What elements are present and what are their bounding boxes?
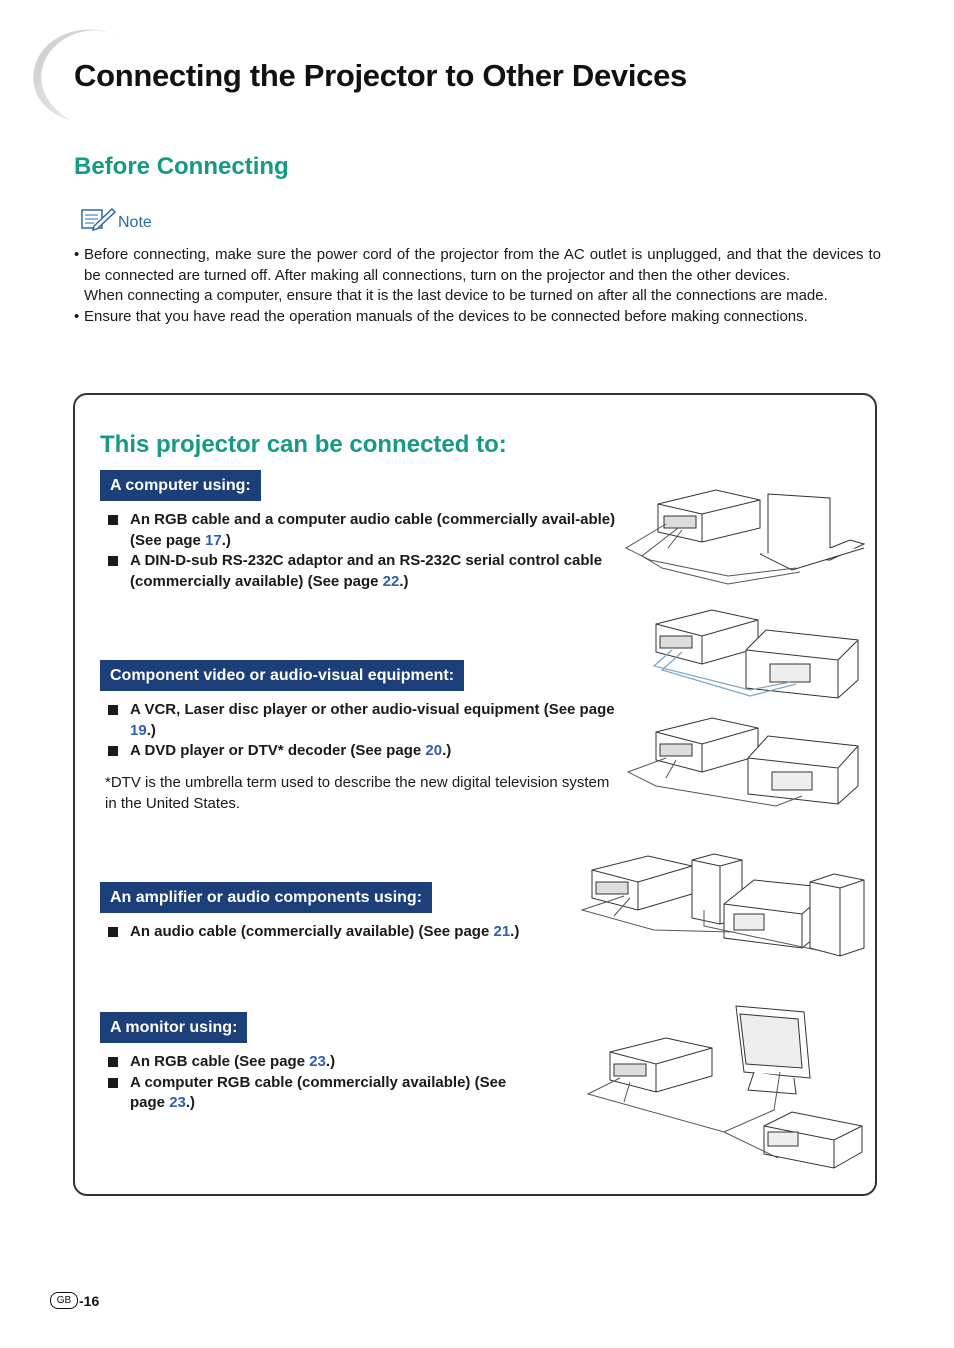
- note-header: [80, 206, 152, 232]
- amplifier-items: [107, 922, 627, 943]
- projector-illustration: [610, 1038, 712, 1092]
- item-text: An RGB cable and a computer audio cable (commercially avail-able) (See page: [130, 511, 616, 549]
- note-paragraph: • Ensure that you have read the operation manuals of the devices to be connected before making connections.: [84, 307, 808, 325]
- note-paragraph: • Before connecting, make sure the power cord of the projector from the AC outlet is unplugged, and that the devices to be connected are turned off. After making all connections, turn on the projector and then the other devices.: [84, 246, 881, 284]
- page-link[interactable]: 20: [425, 742, 443, 759]
- speaker-illustration: [810, 874, 864, 956]
- item-suffix: .): [510, 923, 520, 940]
- page-title: Connecting the Projector to Other Devices: [74, 58, 687, 93]
- region-badge: GB: [50, 1292, 78, 1309]
- projector-illustration: [656, 610, 758, 664]
- page-link[interactable]: 22: [382, 572, 400, 590]
- category-label-amplifier: An amplifier or audio components using:: [100, 882, 432, 913]
- item-text: A DIN-D-sub RS-232C adaptor and an RS-232C serial control cable (commercially available) (See page: [130, 552, 603, 590]
- list-item: [107, 741, 617, 762]
- projector-illustration: [658, 490, 760, 542]
- box-title: This projector can be connected to:: [100, 431, 507, 458]
- component-video-items: [107, 700, 617, 762]
- computer-connection-illustration: [620, 488, 870, 600]
- category-label-computer: A computer using:: [100, 470, 261, 501]
- item-suffix: .): [185, 1094, 196, 1111]
- page-link[interactable]: 21: [493, 923, 511, 940]
- page-link[interactable]: 17: [205, 531, 222, 549]
- item-text: A VCR, Laser disc player or other audio-visual equipment (See page: [130, 701, 615, 718]
- dvd-illustration: [748, 736, 858, 804]
- list-item: [107, 1073, 527, 1114]
- page-link[interactable]: 23: [309, 1053, 326, 1070]
- monitor-connection-illustration: [584, 1002, 866, 1172]
- list-item: [107, 922, 627, 943]
- item-text: A computer RGB cable (commercially available) (See page: [130, 1073, 507, 1111]
- list-item: [107, 1052, 527, 1073]
- item-suffix: .): [325, 1053, 336, 1070]
- computer-items: [107, 510, 617, 592]
- page-number-value: -16: [79, 1292, 100, 1309]
- item-text: An audio cable (commercially available) (See page: [130, 923, 494, 940]
- note-paragraph: When connecting a computer, ensure that it is the last device to be turned on after all the connections are made.: [84, 287, 828, 304]
- item-suffix: .): [146, 721, 156, 739]
- category-label-component-video: Component video or audio-visual equipment:: [100, 660, 464, 691]
- item-suffix: .): [442, 742, 452, 759]
- note-item: [74, 307, 881, 328]
- list-item: [107, 700, 617, 741]
- page-link[interactable]: 19: [130, 721, 147, 739]
- note-pencil-icon: [80, 206, 116, 232]
- page-link[interactable]: 23: [169, 1094, 186, 1111]
- amplifier-connection-illustration: [574, 852, 866, 960]
- note-item: [74, 245, 881, 307]
- dvd-connection-illustration: [626, 716, 862, 814]
- laptop-illustration: [760, 494, 864, 570]
- page-number: [50, 1292, 99, 1309]
- list-item: [107, 551, 617, 592]
- item-suffix: .): [221, 531, 231, 549]
- item-text: An RGB cable (See page: [130, 1053, 310, 1070]
- monitor-items: [107, 1052, 527, 1114]
- category-label-monitor: A monitor using:: [100, 1012, 247, 1043]
- item-suffix: .): [399, 572, 409, 590]
- list-item: [107, 510, 617, 551]
- section-heading: Before Connecting: [74, 153, 289, 180]
- computer-illustration: [764, 1112, 862, 1168]
- projector-illustration: [656, 718, 758, 772]
- dtv-footnote: *DTV is the umbrella term used to describe the new digital television system in the United States.: [105, 774, 610, 812]
- monitor-illustration: [736, 1006, 810, 1094]
- vcr-connection-illustration: [650, 608, 862, 704]
- note-label: Note: [118, 214, 152, 231]
- note-list: [74, 245, 881, 327]
- item-text: A DVD player or DTV* decoder (See page: [130, 742, 426, 759]
